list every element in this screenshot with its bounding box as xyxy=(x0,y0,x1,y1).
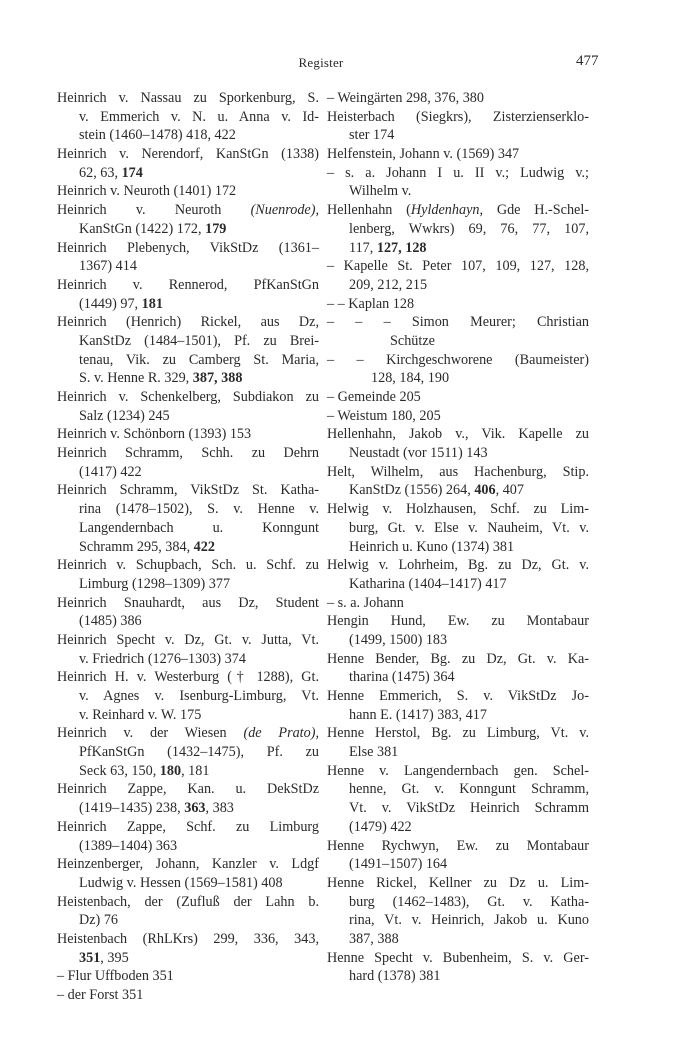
entry-headline xyxy=(327,201,589,220)
entry-headline xyxy=(57,313,319,332)
entry-text: Heinrich Schramm, VikStDz St. Katha- xyxy=(57,482,319,499)
entry-continuation xyxy=(57,463,319,482)
entry-continuation xyxy=(57,295,319,314)
index-entry xyxy=(57,313,319,388)
index-entry xyxy=(57,594,319,631)
variant-name-italic: Hyldenhayn, xyxy=(410,202,484,219)
entry-headline xyxy=(327,874,589,893)
index-entry xyxy=(327,89,589,108)
entry-text: ster 174 xyxy=(349,127,395,144)
entry-text: Heinrich v. Nerendorf, KanStGn (1338) xyxy=(57,146,319,163)
entry-continuation xyxy=(57,257,319,276)
entry-text: KanStDz (1556) 264, xyxy=(349,482,475,499)
entry-continuation xyxy=(327,743,589,762)
entry-headline xyxy=(327,556,589,575)
page-reference-bold: 181 xyxy=(141,295,163,312)
entry-headline xyxy=(57,89,319,108)
index-entry xyxy=(57,780,319,817)
entry-continuation xyxy=(327,893,589,912)
entry-text: Henne Rychwyn, Ew. zu Montabaur xyxy=(327,837,589,854)
entry-text: 209, 212, 215 xyxy=(349,276,428,293)
entry-continuation xyxy=(327,182,589,201)
entry-headline xyxy=(327,313,589,332)
index-entry xyxy=(327,108,589,145)
entry-text: – Flur Uffboden 351 xyxy=(57,968,174,985)
entry-text: henne, Gt. v. Konngunt Schramm, xyxy=(349,781,589,798)
entry-text: – Weistum 180, 205 xyxy=(327,407,441,424)
index-entry xyxy=(327,388,589,407)
page-reference-bold: 351 xyxy=(79,949,101,966)
entry-text: – – Kaplan 128 xyxy=(327,295,415,312)
entry-text: Heinrich Plebenych, VikStDz (1361– xyxy=(57,239,319,256)
entry-text: Heinrich v. Schönborn (1393) 153 xyxy=(57,426,252,443)
entry-headline xyxy=(327,837,589,856)
entry-text: – Kapelle St. Peter 107, 109, 127, 128, xyxy=(327,258,589,275)
index-entry xyxy=(327,313,589,350)
entry-text: Heinrich v. Schenkelberg, Subdiakon zu xyxy=(57,389,319,405)
entry-text: Henne Herstol, Bg. zu Limburg, Vt. v. xyxy=(327,725,589,742)
entry-text: – – Kirchgeschworene (Baumeister) xyxy=(327,351,589,368)
entry-text: Gde H.-Schel- xyxy=(483,202,590,219)
entry-headline xyxy=(57,893,319,912)
entry-headline xyxy=(57,594,319,613)
index-entry xyxy=(57,818,319,855)
entry-headline xyxy=(57,182,319,201)
entry-text: Henne Specht v. Bubenheim, S. v. Ger- xyxy=(327,949,589,966)
variant-name-italic: (Nuenrode), xyxy=(250,202,319,219)
index-entry xyxy=(327,407,589,426)
entry-text: (1491–1507) 164 xyxy=(349,856,448,873)
index-entry xyxy=(327,687,589,724)
entry-headline xyxy=(327,145,589,164)
entry-continuation xyxy=(57,743,319,762)
entry-text: (1449) 97, xyxy=(79,295,142,312)
entry-text: S. v. Henne R. 329, xyxy=(79,370,193,387)
entry-text: , 383 xyxy=(205,800,234,817)
entry-continuation xyxy=(57,687,319,706)
entry-continuation xyxy=(327,220,589,239)
entry-continuation xyxy=(57,108,319,127)
entry-text: tharina (1475) 364 xyxy=(349,669,455,686)
entry-text: Heinrich v. Nassau zu Sporkenburg, S. xyxy=(57,90,319,106)
entry-text: Hellenhahn ( xyxy=(327,202,411,219)
index-entry xyxy=(57,276,319,313)
entry-continuation xyxy=(327,538,589,557)
entry-text: Heinrich v. Rennerod, PfKanStGn xyxy=(57,276,319,293)
entry-text: , 181 xyxy=(181,762,210,779)
entry-continuation xyxy=(327,575,589,594)
page-reference-bold: 363 xyxy=(184,800,206,817)
page-reference-bold: 387, 388 xyxy=(192,370,243,387)
entry-text: 128, 184, 190 xyxy=(371,370,450,387)
entry-text: Heistenbach, der (Zufluß der Lahn b. xyxy=(57,893,319,910)
index-entry xyxy=(57,481,319,556)
entry-headline xyxy=(327,594,589,613)
entry-text: 117, xyxy=(349,239,377,256)
entry-text: Helfenstein, Johann v. (1569) 347 xyxy=(327,146,520,163)
entry-continuation xyxy=(57,650,319,669)
entry-text: 62, 63, xyxy=(79,164,122,181)
page-reference-bold: 174 xyxy=(121,164,143,181)
entry-continuation xyxy=(327,780,589,799)
entry-text: Salz (1234) 245 xyxy=(79,407,170,424)
entry-headline xyxy=(327,108,589,127)
entry-text: – – – Simon Meurer; Christian xyxy=(327,314,589,331)
entry-continuation xyxy=(327,706,589,725)
entry-continuation xyxy=(57,369,319,388)
entry-headline xyxy=(57,780,319,799)
entry-continuation xyxy=(327,855,589,874)
running-title: Register xyxy=(298,55,344,70)
entry-text: hann E. (1417) 383, 417 xyxy=(349,706,487,723)
entry-text: Helwig v. Lohrheim, Bg. zu Dz, Gt. v. xyxy=(327,557,589,574)
index-entry xyxy=(327,949,589,986)
entry-text: Heinrich u. Kuno (1374) 381 xyxy=(349,538,515,555)
entry-headline xyxy=(327,407,589,426)
entry-continuation xyxy=(327,519,589,538)
entry-text: v. Emmerich v. N. u. Anna v. Id- xyxy=(79,108,319,125)
entry-text: Heinrich Schramm, Schh. zu Dehrn xyxy=(57,445,319,462)
entry-text: hard (1378) 381 xyxy=(349,968,441,985)
entry-headline xyxy=(57,425,319,444)
entry-text: – der Forst 351 xyxy=(57,987,144,1003)
entry-headline xyxy=(57,631,319,650)
entry-headline xyxy=(327,295,589,314)
entry-continuation xyxy=(327,276,589,295)
entry-text: rina (1478–1502), S. v. Henne v. xyxy=(79,501,319,518)
entry-headline xyxy=(57,855,319,874)
index-entry xyxy=(327,351,589,388)
entry-text: 1367) 414 xyxy=(79,258,137,275)
entry-headline xyxy=(327,724,589,743)
entry-continuation xyxy=(57,575,319,594)
entry-continuation xyxy=(57,911,319,930)
entry-text: 387, 388 xyxy=(349,930,399,947)
entry-continuation xyxy=(57,220,319,239)
entry-text: Heinrich H. v. Westerburg († 1288), Gt. xyxy=(57,669,319,686)
index-column-right xyxy=(327,89,589,986)
page-reference-bold: 180 xyxy=(159,762,182,779)
entry-text: PfKanStGn (1432–1475), Pf. zu xyxy=(79,744,319,761)
index-entry xyxy=(57,145,319,182)
index-entry xyxy=(327,837,589,874)
entry-continuation xyxy=(57,949,319,968)
entry-headline xyxy=(57,967,319,986)
entry-continuation xyxy=(327,239,589,258)
index-entry xyxy=(57,631,319,668)
entry-text: Henne Bender, Bg. zu Dz, Gt. v. Ka- xyxy=(327,650,589,667)
entry-text: Schramm 295, 384, xyxy=(79,538,194,555)
entry-text: Ludwig v. Hessen (1569–1581) 408 xyxy=(79,874,283,891)
entry-continuation xyxy=(57,164,319,183)
entry-text: rina, Vt. v. Heinrich, Jakob u. Kuno xyxy=(349,912,589,929)
entry-text: Limburg (1298–1309) 377 xyxy=(79,575,231,592)
entry-continuation xyxy=(327,799,589,818)
entry-text: Langendernbach u. Konngunt xyxy=(79,519,319,536)
index-entry xyxy=(327,762,589,837)
entry-continuation xyxy=(327,126,589,145)
entry-continuation xyxy=(57,500,319,519)
entry-text: Wilhelm v. xyxy=(349,183,412,200)
entry-continuation xyxy=(57,799,319,818)
entry-continuation xyxy=(327,369,589,388)
index-entry xyxy=(327,145,589,164)
entry-headline xyxy=(327,351,589,370)
entry-headline xyxy=(57,145,319,164)
entry-text: burg, Gt. v. Else v. Nauheim, Vt. v. xyxy=(349,519,589,536)
entry-text: Henne Emmerich, S. v. VikStDz Jo- xyxy=(327,688,589,704)
entry-text: Schütze xyxy=(390,332,435,349)
index-entry xyxy=(57,930,319,967)
entry-headline xyxy=(327,164,589,183)
entry-text: (1419–1435) 238, xyxy=(79,800,185,817)
entry-text: Heinrich v. Neuroth (1401) 172 xyxy=(57,183,237,200)
index-entry xyxy=(327,257,589,294)
index-entry xyxy=(327,556,589,593)
index-entry xyxy=(327,874,589,949)
entry-text: Henne v. Langendernbach gen. Schel- xyxy=(327,762,589,779)
index-entry xyxy=(327,164,589,201)
entry-text: Dz) 76 xyxy=(79,912,119,929)
entry-text: – s. a. Johann xyxy=(327,594,404,611)
index-entry xyxy=(327,594,589,613)
entry-text: Henne Rickel, Kellner zu Dz u. Lim- xyxy=(327,874,589,891)
entry-headline xyxy=(327,89,589,108)
entry-headline xyxy=(57,668,319,687)
entry-text: Seck 63, 150, xyxy=(79,762,160,779)
index-entry xyxy=(327,295,589,314)
entry-headline xyxy=(57,276,319,295)
entry-text: – s. a. Johann I u. II v.; Ludwig v.; xyxy=(327,164,589,181)
entry-continuation xyxy=(57,837,319,856)
entry-headline xyxy=(327,650,589,669)
entry-continuation xyxy=(57,351,319,370)
entry-headline xyxy=(57,239,319,258)
index-entry xyxy=(57,239,319,276)
entry-text: Heistenbach (RhLKrs) 299, 336, 343, xyxy=(57,930,319,947)
entry-text: Hengin Hund, Ew. zu Montabaur xyxy=(327,613,589,630)
entry-text: Heisterbach (Siegkrs), Zisterzienserklo- xyxy=(327,108,589,125)
entry-continuation xyxy=(57,126,319,145)
page-reference-bold: 127, 128 xyxy=(376,239,427,256)
entry-text: v. Agnes v. Isenburg-Limburg, Vt. xyxy=(79,688,319,704)
entry-continuation xyxy=(57,612,319,631)
entry-headline xyxy=(57,930,319,949)
entry-continuation xyxy=(327,444,589,463)
page-reference-bold: 406 xyxy=(474,482,496,499)
index-entry xyxy=(57,556,319,593)
index-entry xyxy=(57,388,319,425)
entry-headline xyxy=(327,500,589,519)
entry-headline xyxy=(57,388,319,407)
entry-text: KanStDz (1484–1501), Pf. zu Brei- xyxy=(79,332,319,349)
index-entry xyxy=(57,444,319,481)
entry-text: – Weingärten 298, 376, 380 xyxy=(327,90,484,106)
entry-continuation xyxy=(327,332,589,351)
entry-text: Heinrich Zappe, Kan. u. DekStDz xyxy=(57,781,319,798)
entry-text: Heinrich Specht v. Dz, Gt. v. Jutta, Vt. xyxy=(57,631,319,648)
index-entry xyxy=(327,612,589,649)
entry-continuation xyxy=(57,762,319,781)
entry-text: stein (1460–1478) 418, 422 xyxy=(79,127,236,144)
index-entry xyxy=(57,425,319,444)
index-entry xyxy=(57,855,319,892)
index-entry xyxy=(57,724,319,780)
entry-text: Heinrich v. Schupbach, Sch. u. Schf. zu xyxy=(57,557,319,574)
index-entry xyxy=(57,89,319,145)
entry-continuation xyxy=(57,538,319,557)
entry-text: burg (1462–1483), Gt. v. Katha- xyxy=(349,893,589,910)
entry-headline xyxy=(327,388,589,407)
index-entry xyxy=(327,201,589,257)
entry-continuation xyxy=(57,519,319,538)
entry-continuation xyxy=(327,818,589,837)
entry-text: Hellenhahn, Jakob v., Vik. Kapelle zu xyxy=(327,426,589,443)
entry-text: Helwig v. Holzhausen, Schf. zu Lim- xyxy=(327,501,589,518)
index-entry xyxy=(57,986,319,1005)
entry-headline xyxy=(327,687,589,706)
entry-text: (1389–1404) 363 xyxy=(79,837,178,854)
index-entry xyxy=(327,500,589,556)
index-column-left xyxy=(57,89,319,1005)
index-entry xyxy=(327,425,589,462)
page-reference-bold: 422 xyxy=(193,538,215,555)
index-entry xyxy=(327,463,589,500)
entry-continuation xyxy=(57,332,319,351)
entry-text: Heinzenberger, Johann, Kanzler v. Ldgf xyxy=(57,856,319,873)
index-entry xyxy=(57,893,319,930)
entry-continuation xyxy=(327,930,589,949)
index-entry xyxy=(327,724,589,761)
entry-text: Heinrich Snauhardt, aus Dz, Student xyxy=(57,594,319,611)
entry-text: v. Friedrich (1276–1303) 374 xyxy=(79,650,246,667)
entry-text: Heinrich v. der Wiesen xyxy=(57,725,244,742)
entry-text: (1417) 422 xyxy=(79,463,142,480)
entry-text: Heinrich (Henrich) Rickel, aus Dz, xyxy=(57,314,319,331)
entry-headline xyxy=(327,463,589,482)
entry-headline xyxy=(327,257,589,276)
entry-text: KanStGn (1422) 172, xyxy=(79,220,206,237)
entry-headline xyxy=(57,444,319,463)
page-number: 477 xyxy=(576,53,599,69)
entry-continuation xyxy=(327,967,589,986)
entry-headline xyxy=(327,762,589,781)
entry-headline xyxy=(57,818,319,837)
entry-continuation xyxy=(57,706,319,725)
index-entry xyxy=(57,201,319,238)
entry-text: – Gemeinde 205 xyxy=(327,389,421,405)
entry-text: Vt. v. VikStDz Heinrich Schramm xyxy=(349,800,589,817)
entry-headline xyxy=(57,201,319,220)
entry-text: (1479) 422 xyxy=(349,818,412,835)
entry-headline xyxy=(57,556,319,575)
entry-text: , 395 xyxy=(100,949,129,966)
running-head xyxy=(0,55,700,75)
entry-headline xyxy=(327,949,589,968)
entry-text: Neustadt (vor 1511) 143 xyxy=(349,445,488,462)
entry-text: lenberg, Wwkrs) 69, 76, 77, 107, xyxy=(349,220,589,237)
index-entry xyxy=(57,967,319,986)
entry-headline xyxy=(57,724,319,743)
entry-headline xyxy=(327,612,589,631)
entry-text: , 407 xyxy=(495,482,524,499)
entry-text: (1485) 386 xyxy=(79,613,142,630)
entry-text: Heinrich Zappe, Schf. zu Limburg xyxy=(57,818,319,835)
index-entry xyxy=(57,668,319,724)
entry-headline xyxy=(57,481,319,500)
entry-text: tenau, Vik. zu Camberg St. Maria, xyxy=(79,351,319,368)
entry-continuation xyxy=(327,481,589,500)
entry-text: v. Reinhard v. W. 175 xyxy=(79,706,202,723)
entry-continuation xyxy=(57,874,319,893)
entry-text: (1499, 1500) 183 xyxy=(349,631,448,648)
entry-continuation xyxy=(327,668,589,687)
entry-text: Else 381 xyxy=(349,744,399,761)
entry-text: Heinrich v. Neuroth xyxy=(57,202,251,219)
entry-continuation xyxy=(57,407,319,426)
entry-continuation xyxy=(327,911,589,930)
page-reference-bold: 179 xyxy=(205,220,227,237)
entry-text: Katharina (1404–1417) 417 xyxy=(349,575,507,592)
entry-headline xyxy=(57,986,319,1005)
index-entry xyxy=(327,650,589,687)
entry-headline xyxy=(327,425,589,444)
entry-continuation xyxy=(327,631,589,650)
index-entry xyxy=(57,182,319,201)
variant-name-italic: (de Prato), xyxy=(243,725,319,742)
entry-text: Helt, Wilhelm, aus Hachenburg, Stip. xyxy=(327,463,589,480)
